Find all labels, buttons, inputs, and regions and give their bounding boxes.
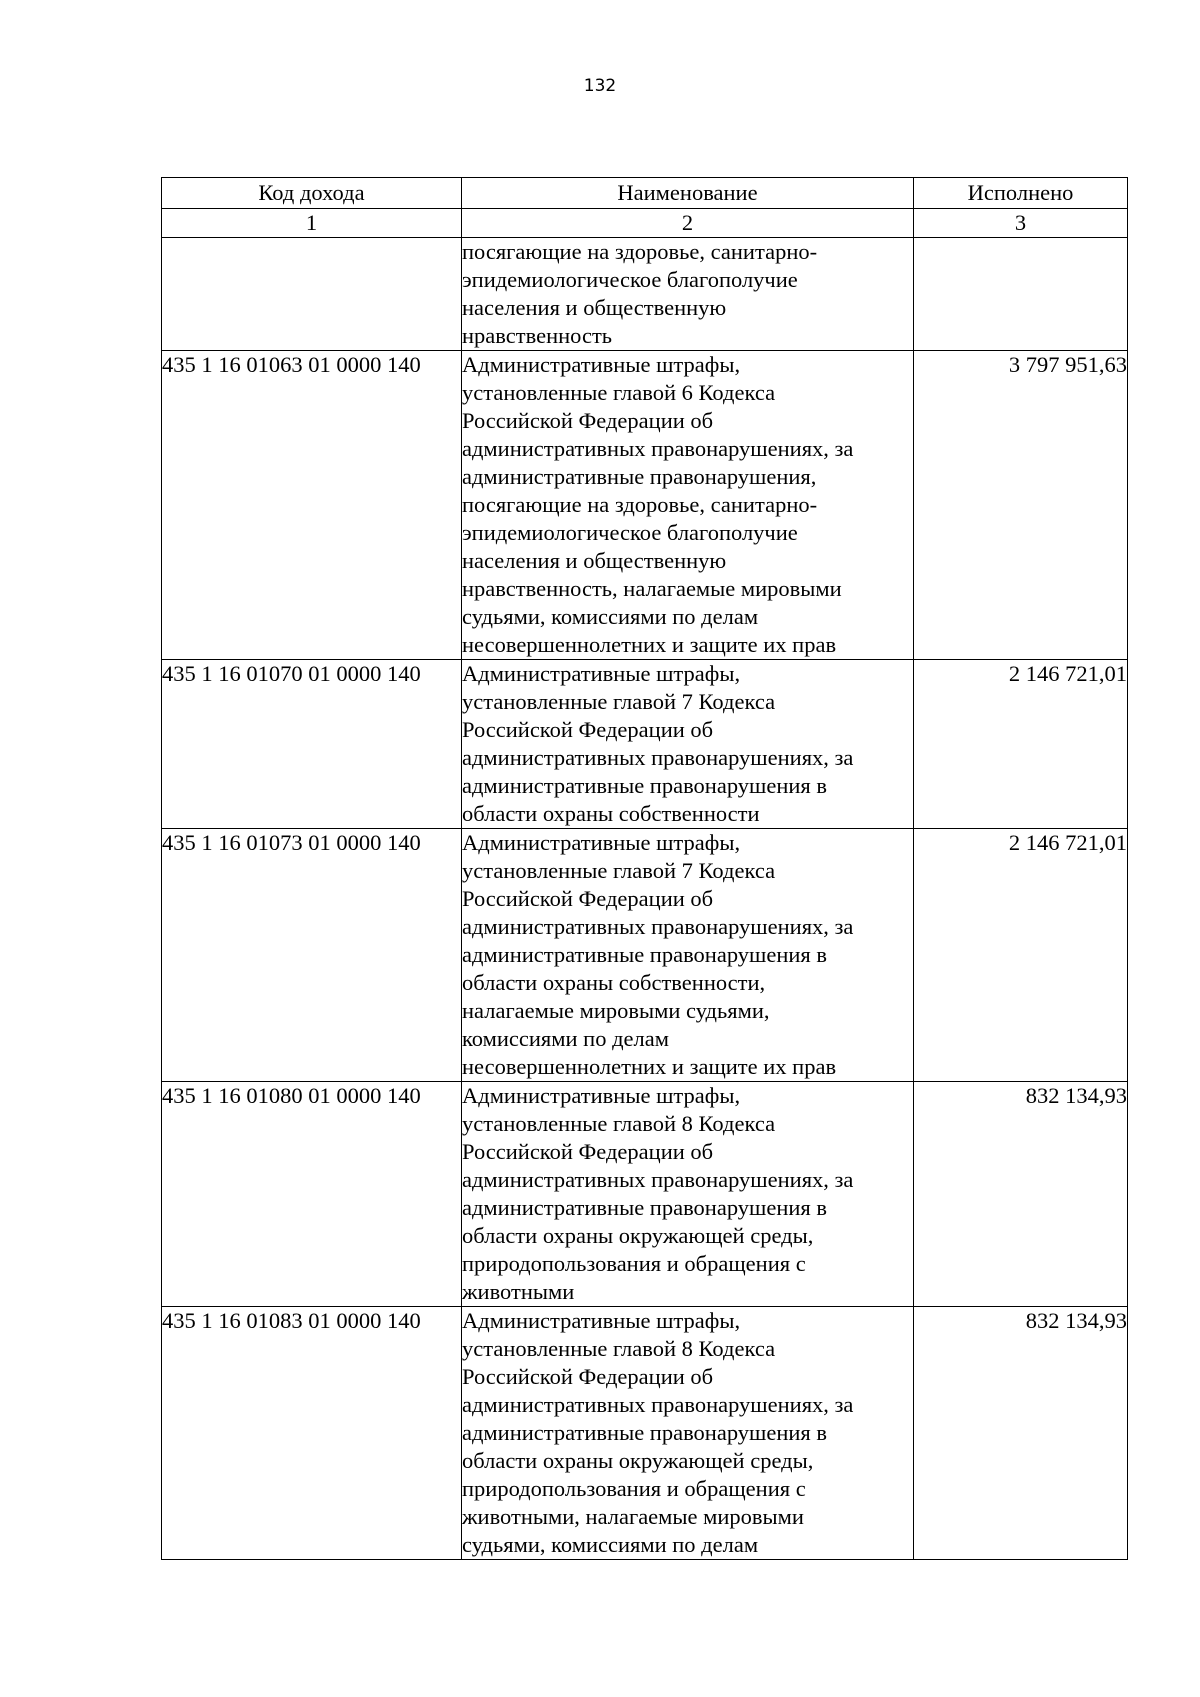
name-line: несовершеннолетних и защите их прав (462, 1054, 837, 1079)
name-line: административных правонарушениях, за (462, 436, 854, 461)
name-line: судьями, комиссиями по делам (462, 604, 759, 629)
name-line: Российской Федерации об (462, 408, 714, 433)
name-line: области охраны собственности, (462, 970, 766, 995)
executed-amount-cell: 832 134,93 (914, 1082, 1128, 1307)
name-cell (462, 1082, 914, 1307)
name-line: животными (462, 1279, 575, 1304)
name-line: Российской Федерации об (462, 1364, 714, 1389)
name-line: административных правонарушениях, за (462, 745, 854, 770)
table-row (162, 829, 1128, 1082)
column-number: 2 (462, 209, 914, 238)
name-line: установленные главой 7 Кодекса (462, 689, 776, 714)
table-row (162, 238, 1128, 351)
name-cell (462, 351, 914, 660)
name-line: области охраны собственности (462, 801, 760, 826)
executed-amount-cell: 2 146 721,01 (914, 660, 1128, 829)
name-line: нравственность, налагаемые мировыми (462, 576, 842, 601)
column-number-row (162, 209, 1128, 238)
income-code-cell: 435 1 16 01070 01 0000 140 (162, 660, 462, 829)
name-line: Российской Федерации об (462, 1139, 714, 1164)
name-line: Российской Федерации об (462, 717, 714, 742)
revenue-table (161, 177, 1128, 1560)
name-line: Административные штрафы, (462, 661, 741, 686)
name-line: административных правонарушениях, за (462, 1392, 854, 1417)
name-line: административных правонарушениях, за (462, 914, 854, 939)
name-line: природопользования и обращения с (462, 1476, 806, 1501)
name-line: природопользования и обращения с (462, 1251, 806, 1276)
name-line: населения и общественную (462, 295, 727, 320)
name-line: административные правонарушения в (462, 1420, 828, 1445)
executed-amount-cell: 832 134,93 (914, 1307, 1128, 1560)
name-line: установленные главой 8 Кодекса (462, 1111, 776, 1136)
income-code-cell: 435 1 16 01083 01 0000 140 (162, 1307, 462, 1560)
name-line: Российской Федерации об (462, 886, 714, 911)
name-line: области охраны окружающей среды, (462, 1448, 814, 1473)
name-line: установленные главой 7 Кодекса (462, 858, 776, 883)
table-row (162, 1082, 1128, 1307)
column-number: 3 (914, 209, 1128, 238)
name-line: эпидемиологическое благополучие (462, 520, 798, 545)
table-row (162, 660, 1128, 829)
name-line: Административные штрафы, (462, 1083, 741, 1108)
name-line: комиссиями по делам (462, 1026, 669, 1051)
name-line: установленные главой 8 Кодекса (462, 1336, 776, 1361)
header-income-code: Код дохода (162, 178, 462, 209)
column-number: 1 (162, 209, 462, 238)
name-line: посягающие на здоровье, санитарно- (462, 492, 818, 517)
name-line: эпидемиологическое благополучие (462, 267, 798, 292)
table-row (162, 351, 1128, 660)
name-line: нравственность (462, 323, 613, 348)
name-line: Административные штрафы, (462, 352, 741, 377)
name-line: административные правонарушения, (462, 464, 817, 489)
table-header-row (162, 178, 1128, 209)
executed-amount-cell (914, 238, 1128, 351)
name-line: Административные штрафы, (462, 830, 741, 855)
income-code-cell: 435 1 16 01080 01 0000 140 (162, 1082, 462, 1307)
name-line: административные правонарушения в (462, 1195, 828, 1220)
name-line: налагаемые мировыми судьями, (462, 998, 770, 1023)
name-cell (462, 660, 914, 829)
header-executed: Исполнено (914, 178, 1128, 209)
income-code-cell: 435 1 16 01073 01 0000 140 (162, 829, 462, 1082)
executed-amount-cell: 2 146 721,01 (914, 829, 1128, 1082)
name-line: несовершеннолетних и защите их прав (462, 632, 837, 657)
name-line: Административные штрафы, (462, 1308, 741, 1333)
name-cell (462, 1307, 914, 1560)
name-cell (462, 829, 914, 1082)
name-line: судьями, комиссиями по делам (462, 1532, 759, 1557)
name-line: установленные главой 6 Кодекса (462, 380, 776, 405)
name-line: административные правонарушения в (462, 942, 828, 967)
header-name: Наименование (462, 178, 914, 209)
name-line: административных правонарушениях, за (462, 1167, 854, 1192)
income-code-cell (162, 238, 462, 351)
name-line: животными, налагаемые мировыми (462, 1504, 804, 1529)
name-line: населения и общественную (462, 548, 727, 573)
table-body (162, 238, 1128, 1560)
page-number: 132 (583, 76, 617, 96)
name-line: области охраны окружающей среды, (462, 1223, 814, 1248)
executed-amount-cell: 3 797 951,63 (914, 351, 1128, 660)
name-line: административные правонарушения в (462, 773, 828, 798)
table-row (162, 1307, 1128, 1560)
name-cell (462, 238, 914, 351)
name-line: посягающие на здоровье, санитарно- (462, 239, 818, 264)
income-code-cell: 435 1 16 01063 01 0000 140 (162, 351, 462, 660)
